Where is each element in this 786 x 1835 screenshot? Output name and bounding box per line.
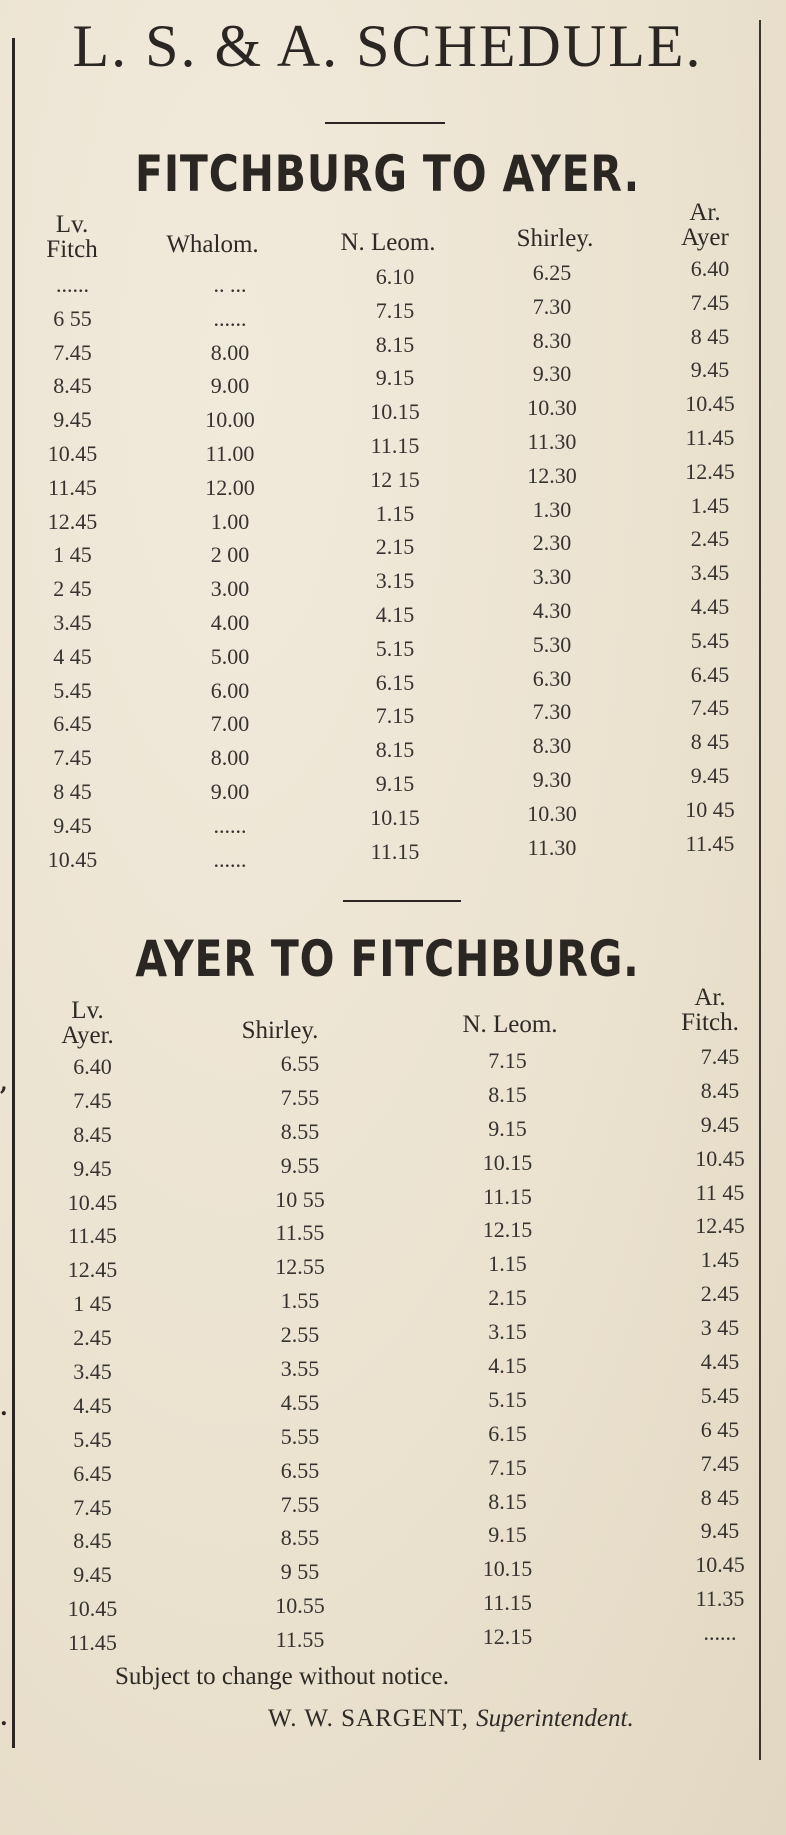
time-cell: 5.15 <box>375 635 415 661</box>
time-cell: 11.00 <box>205 440 255 466</box>
time-cell: 7.15 <box>488 1454 527 1480</box>
time-cell: 9.00 <box>210 373 250 399</box>
time-cell: 1 45 <box>53 542 92 568</box>
time-cell: 12.45 <box>685 458 735 484</box>
signature-name: W. W. SARGENT, <box>268 1705 469 1732</box>
time-cell: 9.55 <box>280 1152 320 1178</box>
col-header-lv-fitch: Lv. Fitch <box>46 211 98 263</box>
time-cell: 10.45 <box>695 1552 745 1578</box>
time-cell: 6.45 <box>53 711 92 737</box>
title-divider <box>325 122 445 124</box>
time-cell: 4.30 <box>532 597 572 623</box>
section-heading-ayer-to-fitchburg: AYER TO FITCHBURG. <box>135 930 640 988</box>
time-cell: 12.45 <box>67 1257 118 1283</box>
time-cell: 3.15 <box>375 568 415 594</box>
time-cell: 10.55 <box>275 1593 325 1619</box>
time-cell: 9.30 <box>532 766 572 792</box>
time-cell: 6.30 <box>532 665 572 691</box>
time-cell: 6.15 <box>375 669 415 695</box>
time-cell: 12.15 <box>482 1624 533 1650</box>
time-cell: 2.55 <box>280 1322 320 1348</box>
time-cell: 9.45 <box>53 812 92 838</box>
time-cell: 10.15 <box>370 804 420 830</box>
left-border-rule <box>12 38 15 1748</box>
col-header-ar-ayer: Ar. Ayer <box>681 199 729 251</box>
time-cell: 5.45 <box>53 677 92 703</box>
time-cell: 7.55 <box>280 1491 320 1517</box>
time-cell: 6.15 <box>488 1420 527 1446</box>
time-cell: 12 15 <box>370 466 420 492</box>
time-cell: 2.45 <box>690 526 730 552</box>
time-cell: 7.15 <box>375 703 415 729</box>
page-title: L. S. & A. SCHEDULE. <box>72 13 703 79</box>
time-cell: ...... <box>703 1620 737 1646</box>
time-cell: 8.45 <box>53 373 92 399</box>
time-cell: 6.40 <box>73 1054 112 1079</box>
time-cell: 4 45 <box>53 643 92 669</box>
time-cell: 11.35 <box>695 1586 745 1612</box>
time-cell: 6.45 <box>73 1460 112 1486</box>
time-cell: 12.45 <box>695 1213 745 1239</box>
time-cell: 11.45 <box>48 474 97 500</box>
time-cell: 4.00 <box>210 609 250 635</box>
time-cell: 9.45 <box>690 762 730 788</box>
edge-mark: . <box>0 1705 8 1731</box>
column-whalom <box>180 268 280 876</box>
time-cell: 7.30 <box>532 293 572 319</box>
time-cell: 12.00 <box>205 474 255 500</box>
signature <box>268 1705 634 1733</box>
time-cell: 11 45 <box>695 1179 745 1205</box>
time-cell: 7.00 <box>210 711 250 737</box>
time-cell: 3.45 <box>53 609 92 635</box>
time-cell: 1.45 <box>700 1247 740 1273</box>
edge-mark: . <box>0 1395 8 1421</box>
time-cell: 2 45 <box>53 576 92 602</box>
time-cell: 11.15 <box>370 432 420 458</box>
time-cell: 10.15 <box>482 1149 533 1175</box>
time-cell: 1.45 <box>690 492 730 518</box>
col-header-shirley: Shirley. <box>241 1017 319 1044</box>
time-cell: 8.55 <box>280 1118 320 1144</box>
time-cell: 1.55 <box>280 1288 320 1314</box>
time-cell: 11.15 <box>483 1590 532 1616</box>
time-cell: 3.45 <box>690 560 730 586</box>
time-cell: 1.15 <box>375 500 415 526</box>
time-cell: 2.15 <box>488 1285 527 1311</box>
column-lv-ayer <box>45 1050 140 1660</box>
time-cell: 5.45 <box>73 1426 112 1452</box>
time-cell: 2 00 <box>210 542 250 568</box>
time-cell: 6.45 <box>690 661 730 687</box>
time-cell: 11.55 <box>275 1627 325 1653</box>
time-cell: 10.15 <box>482 1556 533 1582</box>
time-cell: 12.30 <box>527 462 577 488</box>
time-cell: 9.15 <box>375 365 415 391</box>
time-cell: 9.45 <box>690 357 730 383</box>
time-cell: 8.15 <box>488 1081 527 1107</box>
time-cell: 6 55 <box>53 305 92 331</box>
time-cell: 11.45 <box>68 1223 117 1249</box>
time-cell: 7.45 <box>73 1087 112 1113</box>
time-cell: 9.45 <box>700 1518 740 1544</box>
col-header-n-leom: N. Leom. <box>340 229 436 256</box>
section-divider <box>343 900 461 902</box>
time-cell: 5.30 <box>532 631 572 657</box>
time-cell: 12.55 <box>275 1254 325 1280</box>
time-cell: 7.45 <box>690 289 730 315</box>
time-cell: 8.55 <box>280 1525 320 1551</box>
time-cell: 8 45 <box>53 778 92 804</box>
time-cell: 8.00 <box>210 745 250 771</box>
time-cell: 3.30 <box>532 564 572 590</box>
time-cell: 7.15 <box>375 297 415 323</box>
time-cell: 3.00 <box>210 576 250 602</box>
edge-mark: , <box>0 1070 8 1096</box>
time-cell: 5.45 <box>690 627 730 653</box>
time-cell: 10.45 <box>67 1596 118 1622</box>
time-cell: 11.30 <box>527 428 577 454</box>
time-cell: 8.45 <box>73 1528 112 1554</box>
time-cell: 9.15 <box>488 1115 527 1141</box>
time-cell: ...... <box>213 305 247 331</box>
time-cell: 8.45 <box>73 1121 112 1147</box>
column-ar-ayer <box>665 252 755 860</box>
time-cell: 7.45 <box>700 1044 740 1069</box>
col-header-ar-fitch: Ar. Fitch. <box>681 984 739 1036</box>
time-cell: 4.15 <box>375 601 415 627</box>
time-cell: 12.45 <box>47 508 98 534</box>
time-cell: 10 45 <box>685 796 735 822</box>
signature-title: Superintendent. <box>476 1705 634 1732</box>
time-cell: 9.45 <box>73 1562 112 1588</box>
time-cell: 10.45 <box>695 1145 745 1171</box>
time-cell: 10.00 <box>205 407 255 433</box>
time-cell: 8.15 <box>375 331 415 357</box>
time-cell: 1.00 <box>210 508 250 534</box>
time-cell: 8.00 <box>210 339 250 365</box>
time-cell: 7.45 <box>73 1494 112 1520</box>
time-cell: 3.55 <box>280 1356 320 1382</box>
time-cell: 9.45 <box>700 1111 740 1137</box>
time-cell: 3 45 <box>700 1315 740 1341</box>
time-cell: 11.55 <box>275 1220 325 1246</box>
time-cell: 11.15 <box>370 838 420 864</box>
time-cell: 11.45 <box>685 830 735 856</box>
time-cell: 5.15 <box>488 1386 527 1412</box>
time-cell: 10.45 <box>685 391 735 417</box>
time-cell: 8.45 <box>700 1077 740 1103</box>
col-header-lv-ayer: Lv. Ayer. <box>61 997 114 1049</box>
time-cell: 4.55 <box>280 1389 320 1415</box>
time-cell: 6.55 <box>280 1051 320 1076</box>
time-cell: 7.15 <box>488 1048 527 1073</box>
time-cell: 8 45 <box>700 1484 740 1510</box>
time-cell: 8.30 <box>532 327 572 353</box>
time-cell: 6.25 <box>532 260 572 285</box>
time-cell: 3.45 <box>73 1359 112 1385</box>
column-n-leom <box>455 1044 560 1654</box>
time-cell: 1.30 <box>532 496 572 522</box>
time-cell: 9.15 <box>488 1522 527 1548</box>
time-cell: 8.15 <box>488 1488 527 1514</box>
time-cell: 10 55 <box>275 1186 325 1212</box>
time-cell: 10.45 <box>67 1189 118 1215</box>
time-cell: 6.55 <box>280 1457 320 1483</box>
time-cell: 4.45 <box>690 593 730 619</box>
col-header-whalom: Whalom. <box>166 231 259 258</box>
time-cell: 8.15 <box>375 737 415 763</box>
time-cell: ...... <box>213 812 247 838</box>
column-shirley <box>502 256 602 864</box>
time-cell: 8.30 <box>532 733 572 759</box>
time-cell: 1.15 <box>488 1251 527 1277</box>
time-cell: 7.45 <box>53 745 92 771</box>
section-heading-fitchburg-to-ayer: FITCHBURG TO AYER. <box>135 145 640 203</box>
time-cell: 11.45 <box>68 1630 117 1656</box>
time-cell: 10.15 <box>370 399 420 425</box>
time-cell: 6.00 <box>210 677 250 703</box>
time-cell: 8 45 <box>690 729 730 755</box>
time-cell: 6 45 <box>700 1416 740 1442</box>
column-ar-fitch <box>675 1040 765 1650</box>
time-cell: 2.30 <box>532 530 572 556</box>
time-cell: 7.45 <box>53 339 92 365</box>
time-cell: 2.45 <box>700 1281 740 1307</box>
time-cell: 9 55 <box>280 1559 320 1585</box>
column-shirley <box>250 1047 350 1657</box>
time-cell: 2.45 <box>73 1325 112 1351</box>
time-cell: 1 45 <box>73 1291 112 1317</box>
time-cell: 9.00 <box>210 778 250 804</box>
time-cell: 5.00 <box>210 643 250 669</box>
time-cell: 11.30 <box>527 834 577 860</box>
time-cell: 7.45 <box>700 1450 740 1476</box>
time-cell: 9.30 <box>532 361 572 387</box>
time-cell: 11.45 <box>685 424 735 450</box>
time-cell: 8 45 <box>690 323 730 349</box>
change-notice: Subject to change without notice. <box>115 1663 449 1690</box>
time-cell: 7.45 <box>690 695 730 721</box>
time-cell: 10.45 <box>47 440 98 466</box>
time-cell: ...... <box>56 272 89 297</box>
time-cell: 10.30 <box>527 395 577 421</box>
time-cell: 6.10 <box>375 264 415 289</box>
column-lv-fitch <box>30 268 115 876</box>
time-cell: 6.40 <box>690 256 730 281</box>
column-n-leom <box>345 260 445 868</box>
time-cell: ...... <box>213 846 247 872</box>
time-cell: 4.45 <box>73 1392 112 1418</box>
time-cell: 7.30 <box>532 699 572 725</box>
time-cell: 2.15 <box>375 534 415 560</box>
time-cell: 5.45 <box>700 1382 740 1408</box>
time-cell: 11.15 <box>483 1183 532 1209</box>
time-cell: 12.15 <box>482 1217 533 1243</box>
time-cell: 7.55 <box>280 1084 320 1110</box>
time-cell: 9.15 <box>375 770 415 796</box>
time-cell: .. ... <box>213 272 247 297</box>
time-cell: 4.15 <box>488 1353 527 1379</box>
time-cell: 10.45 <box>47 846 98 872</box>
col-header-n-leom: N. Leom. <box>462 1011 558 1038</box>
col-header-shirley: Shirley. <box>516 225 594 252</box>
time-cell: 10.30 <box>527 800 577 826</box>
time-cell: 9.45 <box>73 1155 112 1181</box>
time-cell: 5.55 <box>280 1423 320 1449</box>
time-cell: 4.45 <box>700 1349 740 1375</box>
time-cell: 3.15 <box>488 1319 527 1345</box>
time-cell: 9.45 <box>53 407 92 433</box>
